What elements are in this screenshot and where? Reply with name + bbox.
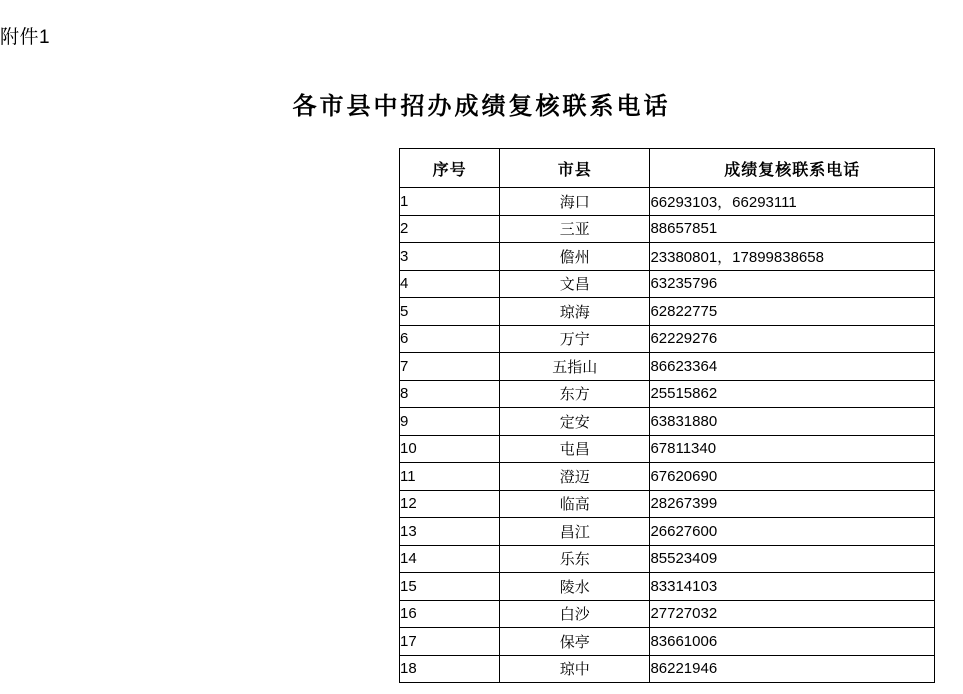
cell-city: 白沙 <box>500 600 650 628</box>
cell-index: 17 <box>400 628 500 656</box>
cell-phone: 25515862 <box>650 380 935 408</box>
column-header-index: 序号 <box>400 149 500 188</box>
cell-index: 9 <box>400 408 500 436</box>
phone-table-container <box>399 148 935 683</box>
cell-index: 15 <box>400 573 500 601</box>
cell-city: 屯昌 <box>500 435 650 463</box>
cell-phone: 63235796 <box>650 270 935 298</box>
table-row <box>400 380 935 408</box>
cell-index: 10 <box>400 435 500 463</box>
table-row <box>400 408 935 436</box>
attachment-label: 附件1 <box>0 27 51 48</box>
cell-index: 8 <box>400 380 500 408</box>
cell-index: 11 <box>400 463 500 491</box>
cell-phone: 62229276 <box>650 325 935 353</box>
table-header-row <box>400 149 935 188</box>
cell-index: 12 <box>400 490 500 518</box>
cell-phone: 67811340 <box>650 435 935 463</box>
cell-city: 琼中 <box>500 655 650 683</box>
cell-phone: 67620690 <box>650 463 935 491</box>
cell-city: 临高 <box>500 490 650 518</box>
table-row <box>400 545 935 573</box>
cell-index: 6 <box>400 325 500 353</box>
cell-phone: 83314103 <box>650 573 935 601</box>
table-row <box>400 490 935 518</box>
cell-index: 5 <box>400 298 500 326</box>
cell-phone: 23380801，17899838658 <box>650 243 935 271</box>
cell-city: 五指山 <box>500 353 650 381</box>
table-row <box>400 628 935 656</box>
table-row <box>400 188 935 216</box>
cell-city: 海口 <box>500 188 650 216</box>
table-row <box>400 243 935 271</box>
cell-city: 定安 <box>500 408 650 436</box>
cell-index: 13 <box>400 518 500 546</box>
cell-phone: 66293103，66293111 <box>650 188 935 216</box>
cell-city: 万宁 <box>500 325 650 353</box>
cell-phone: 88657851 <box>650 215 935 243</box>
cell-phone: 27727032 <box>650 600 935 628</box>
table-row <box>400 655 935 683</box>
cell-phone: 86221946 <box>650 655 935 683</box>
column-header-city: 市县 <box>500 149 650 188</box>
cell-city: 琼海 <box>500 298 650 326</box>
cell-index: 1 <box>400 188 500 216</box>
cell-city: 文昌 <box>500 270 650 298</box>
cell-city: 东方 <box>500 380 650 408</box>
cell-city: 澄迈 <box>500 463 650 491</box>
cell-index: 7 <box>400 353 500 381</box>
contact-phone-table <box>399 148 935 683</box>
cell-index: 3 <box>400 243 500 271</box>
cell-city: 儋州 <box>500 243 650 271</box>
table-header <box>400 149 935 188</box>
cell-index: 4 <box>400 270 500 298</box>
cell-city: 陵水 <box>500 573 650 601</box>
cell-phone: 62822775 <box>650 298 935 326</box>
cell-index: 18 <box>400 655 500 683</box>
column-header-phone: 成绩复核联系电话 <box>650 149 935 188</box>
cell-phone: 86623364 <box>650 353 935 381</box>
table-row <box>400 573 935 601</box>
table-row <box>400 518 935 546</box>
cell-phone: 83661006 <box>650 628 935 656</box>
table-row <box>400 325 935 353</box>
cell-index: 2 <box>400 215 500 243</box>
table-row <box>400 600 935 628</box>
cell-index: 16 <box>400 600 500 628</box>
page-title: 各市县中招办成绩复核联系电话 <box>292 94 671 120</box>
table-row <box>400 270 935 298</box>
cell-city: 乐东 <box>500 545 650 573</box>
cell-phone: 26627600 <box>650 518 935 546</box>
cell-phone: 85523409 <box>650 545 935 573</box>
table-row <box>400 298 935 326</box>
cell-city: 昌江 <box>500 518 650 546</box>
cell-phone: 63831880 <box>650 408 935 436</box>
cell-index: 14 <box>400 545 500 573</box>
table-row <box>400 353 935 381</box>
cell-city: 保亭 <box>500 628 650 656</box>
table-row <box>400 463 935 491</box>
cell-city: 三亚 <box>500 215 650 243</box>
table-row <box>400 435 935 463</box>
table-row <box>400 215 935 243</box>
table-body <box>400 188 935 683</box>
cell-phone: 28267399 <box>650 490 935 518</box>
